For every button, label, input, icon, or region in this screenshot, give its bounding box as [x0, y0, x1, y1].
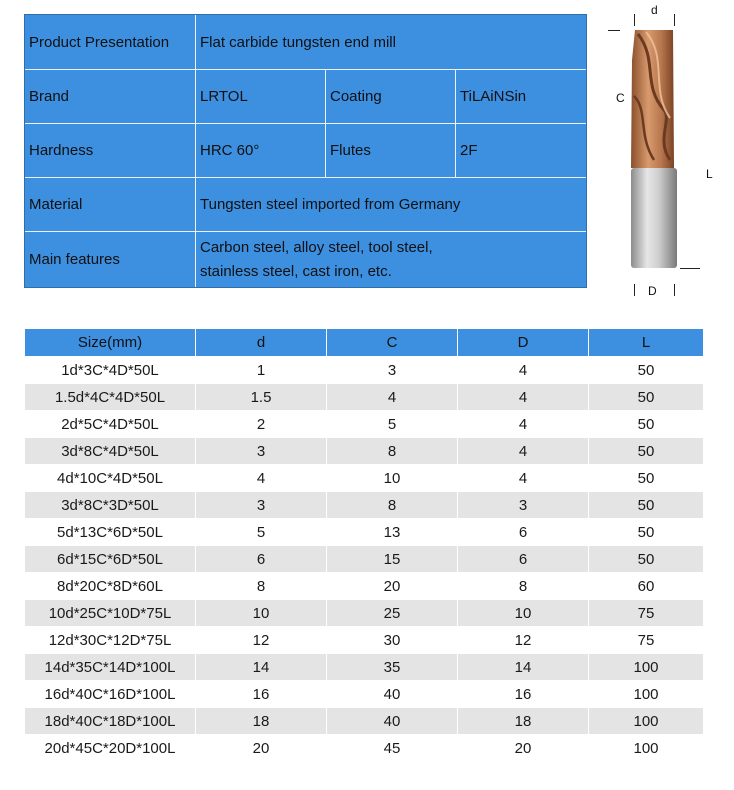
d-cell: 3 — [196, 492, 327, 519]
D-cell: 14 — [458, 654, 589, 681]
size-table-body — [25, 357, 704, 762]
l-cell: 75 — [589, 600, 704, 627]
D-cell: 6 — [458, 519, 589, 546]
c-cell: 40 — [327, 681, 458, 708]
brand-value: LRTOL — [196, 70, 326, 124]
d-cell: 12 — [196, 627, 327, 654]
size-cell: 4d*10C*4D*50L — [25, 465, 196, 492]
d-cell: 4 — [196, 465, 327, 492]
l-cell: 100 — [589, 654, 704, 681]
size-cell: 6d*15C*6D*50L — [25, 546, 196, 573]
product-value: Flat carbide tungsten end mill — [196, 15, 586, 70]
size-cell: 20d*45C*20D*100L — [25, 735, 196, 762]
D-cell: 4 — [458, 357, 589, 384]
l-cell: 50 — [589, 384, 704, 411]
c-cell: 8 — [327, 492, 458, 519]
table-row — [25, 600, 704, 627]
end-mill-tool-image — [598, 0, 734, 310]
flutes-value: 2F — [456, 124, 586, 178]
D-cell: 3 — [458, 492, 589, 519]
dim-label-d: d — [651, 3, 658, 17]
header-D: D — [458, 329, 589, 357]
size-cell: 12d*30C*12D*75L — [25, 627, 196, 654]
D-cell: 4 — [458, 411, 589, 438]
D-cell: 16 — [458, 681, 589, 708]
header-l: L — [589, 329, 704, 357]
table-row — [25, 654, 704, 681]
flutes-label: Flutes — [326, 124, 456, 178]
size-cell: 8d*20C*8D*60L — [25, 573, 196, 600]
c-cell: 3 — [327, 357, 458, 384]
d-cell: 3 — [196, 438, 327, 465]
l-cell: 50 — [589, 438, 704, 465]
header-c: C — [327, 329, 458, 357]
D-cell: 10 — [458, 600, 589, 627]
l-cell: 75 — [589, 627, 704, 654]
table-row — [25, 708, 704, 735]
d-cell: 14 — [196, 654, 327, 681]
size-cell: 14d*35C*14D*100L — [25, 654, 196, 681]
d-cell: 16 — [196, 681, 327, 708]
l-cell: 100 — [589, 708, 704, 735]
c-cell: 5 — [327, 411, 458, 438]
D-cell: 12 — [458, 627, 589, 654]
size-cell: 5d*13C*6D*50L — [25, 519, 196, 546]
c-cell: 30 — [327, 627, 458, 654]
size-cell: 1.5d*4C*4D*50L — [25, 384, 196, 411]
size-table — [24, 328, 704, 762]
l-cell: 60 — [589, 573, 704, 600]
table-row — [25, 681, 704, 708]
D-cell: 4 — [458, 465, 589, 492]
dim-label-l: L — [706, 167, 713, 181]
size-cell: 1d*3C*4D*50L — [25, 357, 196, 384]
table-row — [25, 411, 704, 438]
table-row — [25, 546, 704, 573]
c-cell: 15 — [327, 546, 458, 573]
c-cell: 25 — [327, 600, 458, 627]
coating-value: TiLAiNSin — [456, 70, 586, 124]
D-cell: 6 — [458, 546, 589, 573]
table-row — [25, 519, 704, 546]
table-row — [25, 735, 704, 762]
c-cell: 13 — [327, 519, 458, 546]
c-cell: 45 — [327, 735, 458, 762]
hardness-label: Hardness — [25, 124, 195, 178]
l-cell: 100 — [589, 735, 704, 762]
D-cell: 4 — [458, 384, 589, 411]
c-cell: 35 — [327, 654, 458, 681]
l-cell: 50 — [589, 357, 704, 384]
table-row — [25, 492, 704, 519]
dim-tick-D-left — [634, 284, 635, 296]
D-cell: 20 — [458, 735, 589, 762]
c-cell: 40 — [327, 708, 458, 735]
table-row — [25, 384, 704, 411]
features-line-1: Carbon steel, alloy steel, tool steel, — [200, 238, 433, 256]
header-size: Size(mm) — [25, 329, 196, 357]
coating-label: Coating — [326, 70, 456, 124]
dim-label-c: C — [616, 91, 625, 105]
d-cell: 2 — [196, 411, 327, 438]
table-row — [25, 465, 704, 492]
d-cell: 18 — [196, 708, 327, 735]
spec-table — [24, 14, 587, 288]
size-cell: 18d*40C*18D*100L — [25, 708, 196, 735]
table-row — [25, 438, 704, 465]
features-value — [196, 232, 586, 287]
D-cell: 4 — [458, 438, 589, 465]
dim-label-D: D — [648, 284, 657, 298]
size-cell: 16d*40C*16D*100L — [25, 681, 196, 708]
D-cell: 18 — [458, 708, 589, 735]
l-cell: 50 — [589, 519, 704, 546]
product-label: Product Presentation — [25, 15, 195, 70]
features-label: Main features — [25, 232, 195, 287]
material-label: Material — [25, 178, 195, 232]
d-cell: 6 — [196, 546, 327, 573]
d-cell: 1.5 — [196, 384, 327, 411]
d-cell: 8 — [196, 573, 327, 600]
dim-tick-bottom — [680, 268, 700, 269]
material-value: Tungsten steel imported from Germany — [196, 178, 586, 232]
d-cell: 1 — [196, 357, 327, 384]
d-cell: 10 — [196, 600, 327, 627]
l-cell: 50 — [589, 465, 704, 492]
c-cell: 8 — [327, 438, 458, 465]
c-cell: 20 — [327, 573, 458, 600]
table-row — [25, 573, 704, 600]
size-cell: 10d*25C*10D*75L — [25, 600, 196, 627]
features-line-2: stainless steel, cast iron, etc. — [200, 262, 392, 280]
l-cell: 100 — [589, 681, 704, 708]
size-cell: 2d*5C*4D*50L — [25, 411, 196, 438]
table-row — [25, 357, 704, 384]
table-row — [25, 627, 704, 654]
l-cell: 50 — [589, 546, 704, 573]
l-cell: 50 — [589, 492, 704, 519]
D-cell: 8 — [458, 573, 589, 600]
size-cell: 3d*8C*4D*50L — [25, 438, 196, 465]
header-d: d — [196, 329, 327, 357]
size-cell: 3d*8C*3D*50L — [25, 492, 196, 519]
d-cell: 5 — [196, 519, 327, 546]
dim-tick-D-right — [674, 284, 675, 296]
c-cell: 4 — [327, 384, 458, 411]
hardness-value: HRC 60° — [196, 124, 326, 178]
end-mill-diagram — [598, 0, 734, 310]
brand-label: Brand — [25, 70, 195, 124]
l-cell: 50 — [589, 411, 704, 438]
d-cell: 20 — [196, 735, 327, 762]
size-table-header — [25, 329, 704, 357]
c-cell: 10 — [327, 465, 458, 492]
